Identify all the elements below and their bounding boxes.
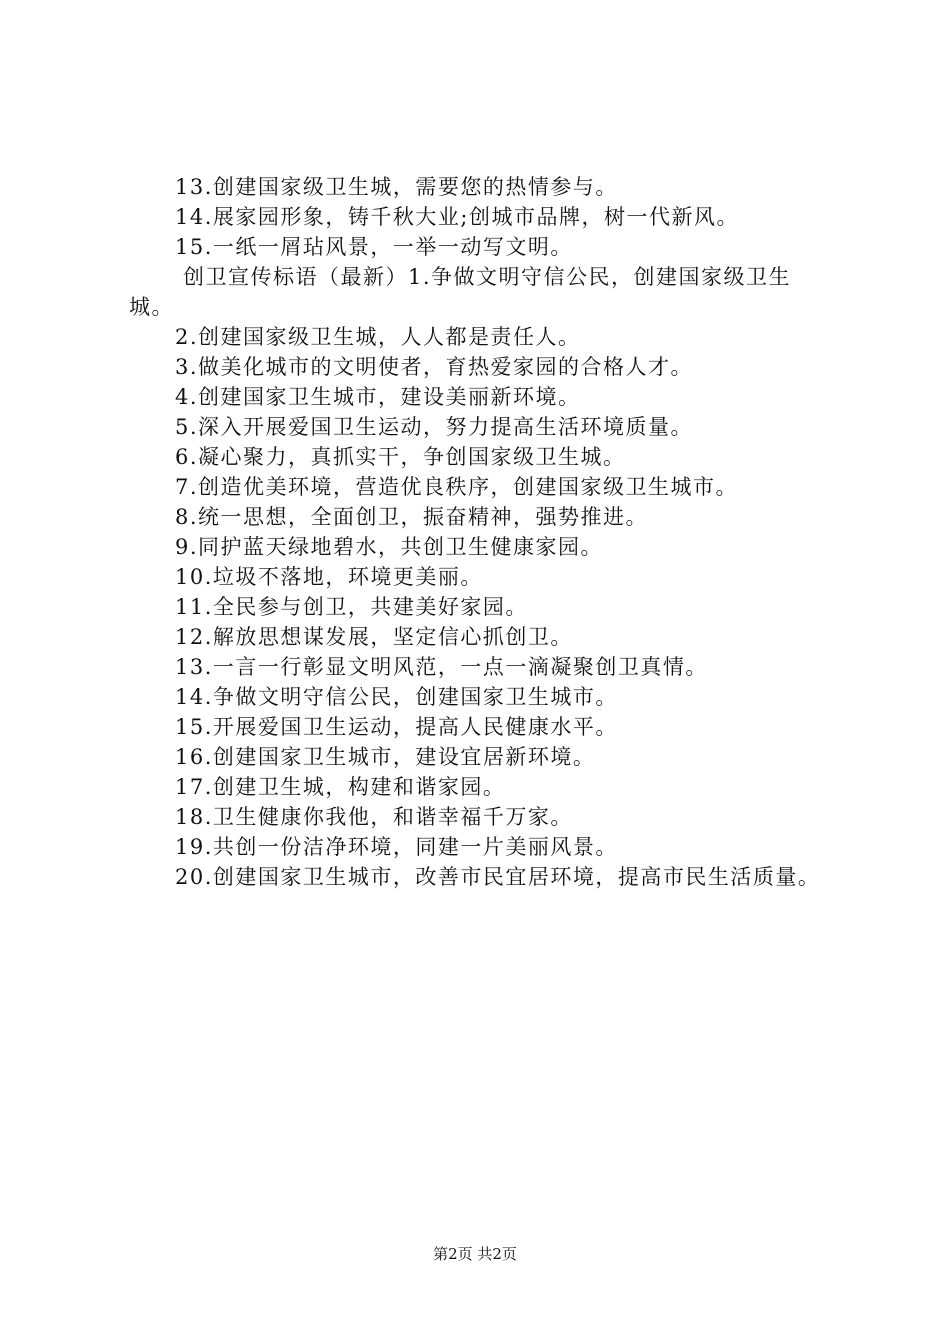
paragraph: 14.展家园形象，铸千秋大业;创城市品牌，树一代新风。 [175,205,739,229]
paragraph: 13.创建国家级卫生城，需要您的热情参与。 [175,175,618,199]
paragraph: 13.一言一行彰显文明风范，一点一滴凝聚创卫真情。 [175,655,708,679]
paragraph: 20.创建国家卫生城市，改善市民宜居环境，提高市民生活质量。 [175,865,821,889]
paragraph: 10.垃圾不落地，环境更美丽。 [175,565,483,589]
paragraph: 14.争做文明守信公民，创建国家卫生城市。 [175,685,618,709]
paragraph: 16.创建国家卫生城市，建设宜居新环境。 [175,745,596,769]
document-body [129,172,829,892]
paragraph: 19.共创一份洁净环境，同建一片美丽风景。 [175,835,618,859]
paragraph: 17.创建卫生城，构建和谐家园。 [175,775,506,799]
paragraph: 12.解放思想谋发展，坚定信心抓创卫。 [175,625,573,649]
page-number-indicator: 第2页 共2页 [433,1245,517,1263]
paragraph: 5.深入开展爱国卫生运动，努力提高生活环境质量。 [175,415,694,439]
paragraph: 3.做美化城市的文明使者，育热爱家园的合格人才。 [175,355,694,379]
paragraph: 2.创建国家级卫生城，人人都是责任人。 [175,325,581,349]
paragraph-heading: 创卫宣传标语（最新）1.争做文明守信公民，创建国家级卫生城。 [129,265,792,319]
paragraph: 8.统一思想，全面创卫，振奋精神，强势推进。 [175,505,649,529]
paragraph: 18.卫生健康你我他，和谐幸福千万家。 [175,805,573,829]
paragraph: 15.开展爱国卫生运动，提高人民健康水平。 [175,715,618,739]
paragraph: 15.一纸一屑玷风景，一举一动写文明。 [175,235,573,259]
paragraph: 6.凝心聚力，真抓实干，争创国家级卫生城。 [175,445,626,469]
paragraph: 11.全民参与创卫，共建美好家园。 [175,595,528,619]
page-footer [0,1244,950,1264]
paragraph: 7.创造优美环境，营造优良秩序，创建国家级卫生城市。 [175,475,739,499]
paragraph: 4.创建国家卫生城市，建设美丽新环境。 [175,385,581,409]
paragraph: 9.同护蓝天绿地碧水，共创卫生健康家园。 [175,535,604,559]
